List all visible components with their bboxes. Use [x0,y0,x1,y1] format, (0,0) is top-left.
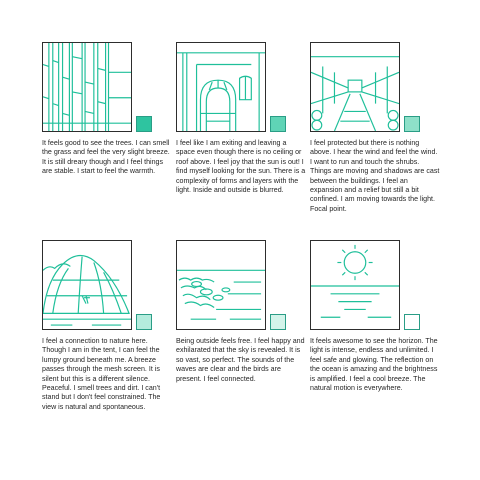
card-description: It feels awesome to see the horizon. The light is intense, endless and unlimited. I feel safe and glowing. The reflection on the ocean is amazing and the brightness is amplified. I feel a cool breeze. The natural motion is everywhere. [310,337,438,393]
shoreline-icon [177,241,265,329]
mood-color-swatch [404,116,420,132]
mood-color-swatch [404,314,420,330]
card-description: I feel like I am exiting and leaving a space even though there is no ceiling or roof above. I feel joy that the sun is out! I find myself looking for the sun. There is a complexity of forms and layers with the light. Inside and outside is blurred. [176,139,306,195]
sun-horizon-icon [311,241,399,329]
illustration-frame [176,240,266,330]
illustration-frame [310,240,400,330]
mood-color-swatch [136,116,152,132]
illustration-frame [42,42,132,132]
illustration-frame [176,42,266,132]
illustration-frame [42,240,132,330]
archway-icon [177,43,265,131]
tent-icon [43,241,131,329]
illustration-frame [310,42,400,132]
corridor-icon [311,43,399,131]
mood-color-swatch [270,314,286,330]
mood-color-swatch [270,116,286,132]
card-description: I feel a connection to nature here. Though I am in the tent, I can feel the lumpy ground beneath me. A breeze passes through the mesh screen. It is silent but this is a different silence. Peaceful. I smell trees and dirt. I can't stand but I don't feel constrained. The view is natural and spontaneous. [42,337,161,411]
forest-icon [43,43,131,131]
card-description: I feel protected but there is nothing above. I hear the wind and feel the wind. I want to run and touch the shrubs. Things are moving and shadows are cast between the buildings. I feel an expansion and a relief but still a bit confined. I am moving towards the light. Focal point. [310,139,440,213]
mood-color-swatch [136,314,152,330]
card-description: It feels good to see the trees. I can smell the grass and feel the very slight breeze. It is still dreary though and I feel things are stable. I start to feel the warmth. [42,139,170,176]
card-description: Being outside feels free. I feel happy and exhilarated that the sky is revealed. It is so vast, so perfect. The sounds of the waves are clear and the birds are present. I feel connected. [176,337,305,383]
